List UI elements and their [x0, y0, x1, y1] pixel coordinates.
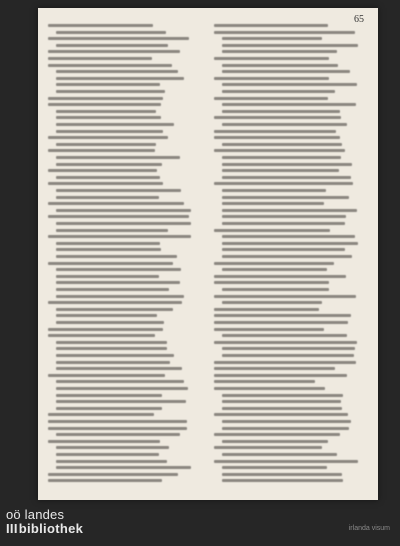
illegible-text-line: [48, 328, 163, 331]
illegible-text-line: [56, 209, 191, 212]
illegible-text-line: [56, 288, 169, 291]
illegible-text-line: [214, 374, 347, 377]
logo-text-line1: oö landes: [6, 507, 65, 522]
illegible-text-line: [56, 308, 173, 311]
illegible-text-line: [56, 460, 167, 463]
illegible-text-line: [56, 453, 159, 456]
illegible-text-line: [48, 37, 189, 40]
illegible-text-line: [56, 248, 161, 251]
illegible-text-line: [222, 176, 351, 179]
illegible-text-line: [222, 202, 324, 205]
illegible-text-line: [222, 334, 347, 337]
illegible-text-line: [214, 57, 329, 60]
illegible-text-line: [214, 361, 356, 364]
illegible-text-line: [222, 90, 335, 93]
illegible-text-line: [48, 50, 180, 53]
illegible-text-line: [56, 255, 177, 258]
illegible-text-line: [222, 235, 355, 238]
illegible-text-line: [48, 440, 160, 443]
illegible-text-line: [222, 103, 356, 106]
illegible-text-line: [214, 321, 348, 324]
illegible-text-line: [222, 242, 358, 245]
logo-text-bibliothek: bibliothek: [18, 521, 84, 536]
illegible-text-line: [48, 103, 161, 106]
illegible-text-line: [48, 262, 173, 265]
illegible-text-line: [214, 413, 348, 416]
illegible-text-line: [48, 374, 165, 377]
illegible-text-line: [222, 473, 342, 476]
illegible-text-line: [214, 380, 315, 383]
illegible-text-line: [48, 413, 154, 416]
illegible-text-line: [56, 347, 167, 350]
illegible-text-line: [56, 70, 178, 73]
illegible-text-line: [214, 460, 358, 463]
illegible-text-line: [214, 182, 353, 185]
illegible-text-line: [222, 143, 342, 146]
illegible-text-line: [48, 57, 152, 60]
illegible-text-line: [222, 222, 345, 225]
illegible-text-line: [48, 420, 187, 423]
illegible-text-line: [214, 262, 334, 265]
illegible-text-line: [56, 90, 165, 93]
illegible-text-line: [48, 182, 163, 185]
page-number: 65: [354, 14, 364, 25]
illegible-text-line: [56, 387, 188, 390]
footer-caption: irlanda visum: [348, 525, 390, 532]
illegible-text-line: [222, 189, 326, 192]
illegible-text-line: [222, 479, 343, 482]
illegible-text-line: [56, 116, 161, 119]
text-column-left: [48, 24, 200, 486]
illegible-text-line: [214, 97, 328, 100]
illegible-text-line: [56, 314, 157, 317]
illegible-text-line: [48, 97, 163, 100]
illegible-text-line: [214, 314, 351, 317]
illegible-text-line: [56, 163, 162, 166]
illegible-text-line: [48, 215, 189, 218]
illegible-text-line: [222, 123, 347, 126]
illegible-text-line: [222, 70, 350, 73]
illegible-text-line: [222, 394, 343, 397]
illegible-text-line: [222, 407, 342, 410]
illegible-text-line: [222, 64, 338, 67]
illegible-text-line: [56, 130, 163, 133]
illegible-text-line: [222, 248, 345, 251]
illegible-text-line: [48, 334, 155, 337]
illegible-text-line: [214, 31, 355, 34]
illegible-text-line: [56, 44, 168, 47]
illegible-text-line: [56, 341, 167, 344]
illegible-text-line: [214, 130, 336, 133]
illegible-text-line: [222, 347, 355, 350]
illegible-text-line: [56, 143, 156, 146]
illegible-text-line: [56, 189, 181, 192]
illegible-text-line: [222, 215, 346, 218]
illegible-text-line: [222, 466, 327, 469]
illegible-text-line: [222, 354, 354, 357]
illegible-text-line: [222, 83, 357, 86]
illegible-text-line: [56, 407, 162, 410]
illegible-text-line: [214, 295, 356, 298]
illegible-text-line: [56, 466, 191, 469]
illegible-text-line: [56, 400, 186, 403]
illegible-text-line: [222, 37, 322, 40]
illegible-text-line: [56, 268, 181, 271]
illegible-text-line: [48, 24, 153, 27]
illegible-text-line: [222, 268, 327, 271]
illegible-text-line: [56, 222, 191, 225]
illegible-text-line: [222, 400, 341, 403]
illegible-text-line: [214, 328, 324, 331]
illegible-text-line: [222, 44, 358, 47]
illegible-text-line: [56, 275, 159, 278]
illegible-text-line: [214, 341, 357, 344]
illegible-text-line: [56, 433, 180, 436]
illegible-text-line: [222, 209, 357, 212]
illegible-text-line: [48, 301, 182, 304]
illegible-text-line: [48, 64, 172, 67]
illegible-text-line: [214, 281, 329, 284]
library-logo: [6, 508, 83, 535]
illegible-text-line: [222, 110, 340, 113]
illegible-text-line: [56, 446, 169, 449]
illegible-text-line: [56, 156, 180, 159]
illegible-text-line: [214, 367, 335, 370]
illegible-text-line: [56, 380, 184, 383]
illegible-text-line: [48, 427, 187, 430]
illegible-text-line: [222, 255, 352, 258]
illegible-text-line: [48, 473, 178, 476]
illegible-text-line: [222, 420, 351, 423]
illegible-text-line: [222, 301, 322, 304]
illegible-text-line: [214, 275, 346, 278]
illegible-text-line: [214, 387, 325, 390]
illegible-text-line: [56, 242, 160, 245]
illegible-text-line: [56, 367, 182, 370]
illegible-text-line: [222, 453, 337, 456]
illegible-text-line: [56, 361, 170, 364]
illegible-text-line: [48, 479, 162, 482]
illegible-text-line: [214, 149, 345, 152]
illegible-text-line: [56, 281, 180, 284]
illegible-text-line: [214, 116, 341, 119]
illegible-text-line: [214, 308, 319, 311]
illegible-text-line: [222, 156, 341, 159]
illegible-text-line: [214, 433, 340, 436]
illegible-text-line: [222, 427, 349, 430]
illegible-text-line: [56, 321, 164, 324]
illegible-text-line: [56, 229, 168, 232]
illegible-text-line: [222, 163, 352, 166]
illegible-text-line: [48, 169, 157, 172]
illegible-text-line: [214, 229, 330, 232]
logo-mark-icon: III: [6, 521, 18, 536]
illegible-text-line: [56, 196, 159, 199]
illegible-text-line: [48, 136, 168, 139]
illegible-text-line: [56, 394, 162, 397]
illegible-text-line: [48, 235, 191, 238]
illegible-text-line: [56, 354, 174, 357]
illegible-text-line: [214, 446, 322, 449]
illegible-text-line: [56, 123, 174, 126]
illegible-text-line: [222, 288, 329, 291]
illegible-text-line: [56, 176, 160, 179]
illegible-text-line: [56, 110, 156, 113]
illegible-text-line: [214, 136, 340, 139]
illegible-text-line: [214, 24, 328, 27]
illegible-text-line: [222, 440, 328, 443]
illegible-text-line: [48, 202, 184, 205]
illegible-text-line: [56, 83, 160, 86]
illegible-text-line: [48, 149, 155, 152]
illegible-text-line: [214, 77, 329, 80]
illegible-text-line: [222, 169, 339, 172]
illegible-text-line: [56, 31, 166, 34]
illegible-text-line: [56, 295, 184, 298]
illegible-text-line: [222, 196, 349, 199]
illegible-text-line: [222, 50, 337, 53]
text-column-right: [214, 24, 366, 486]
document-page: [38, 8, 378, 500]
logo-text-line2: [6, 522, 83, 535]
illegible-text-line: [56, 77, 184, 80]
